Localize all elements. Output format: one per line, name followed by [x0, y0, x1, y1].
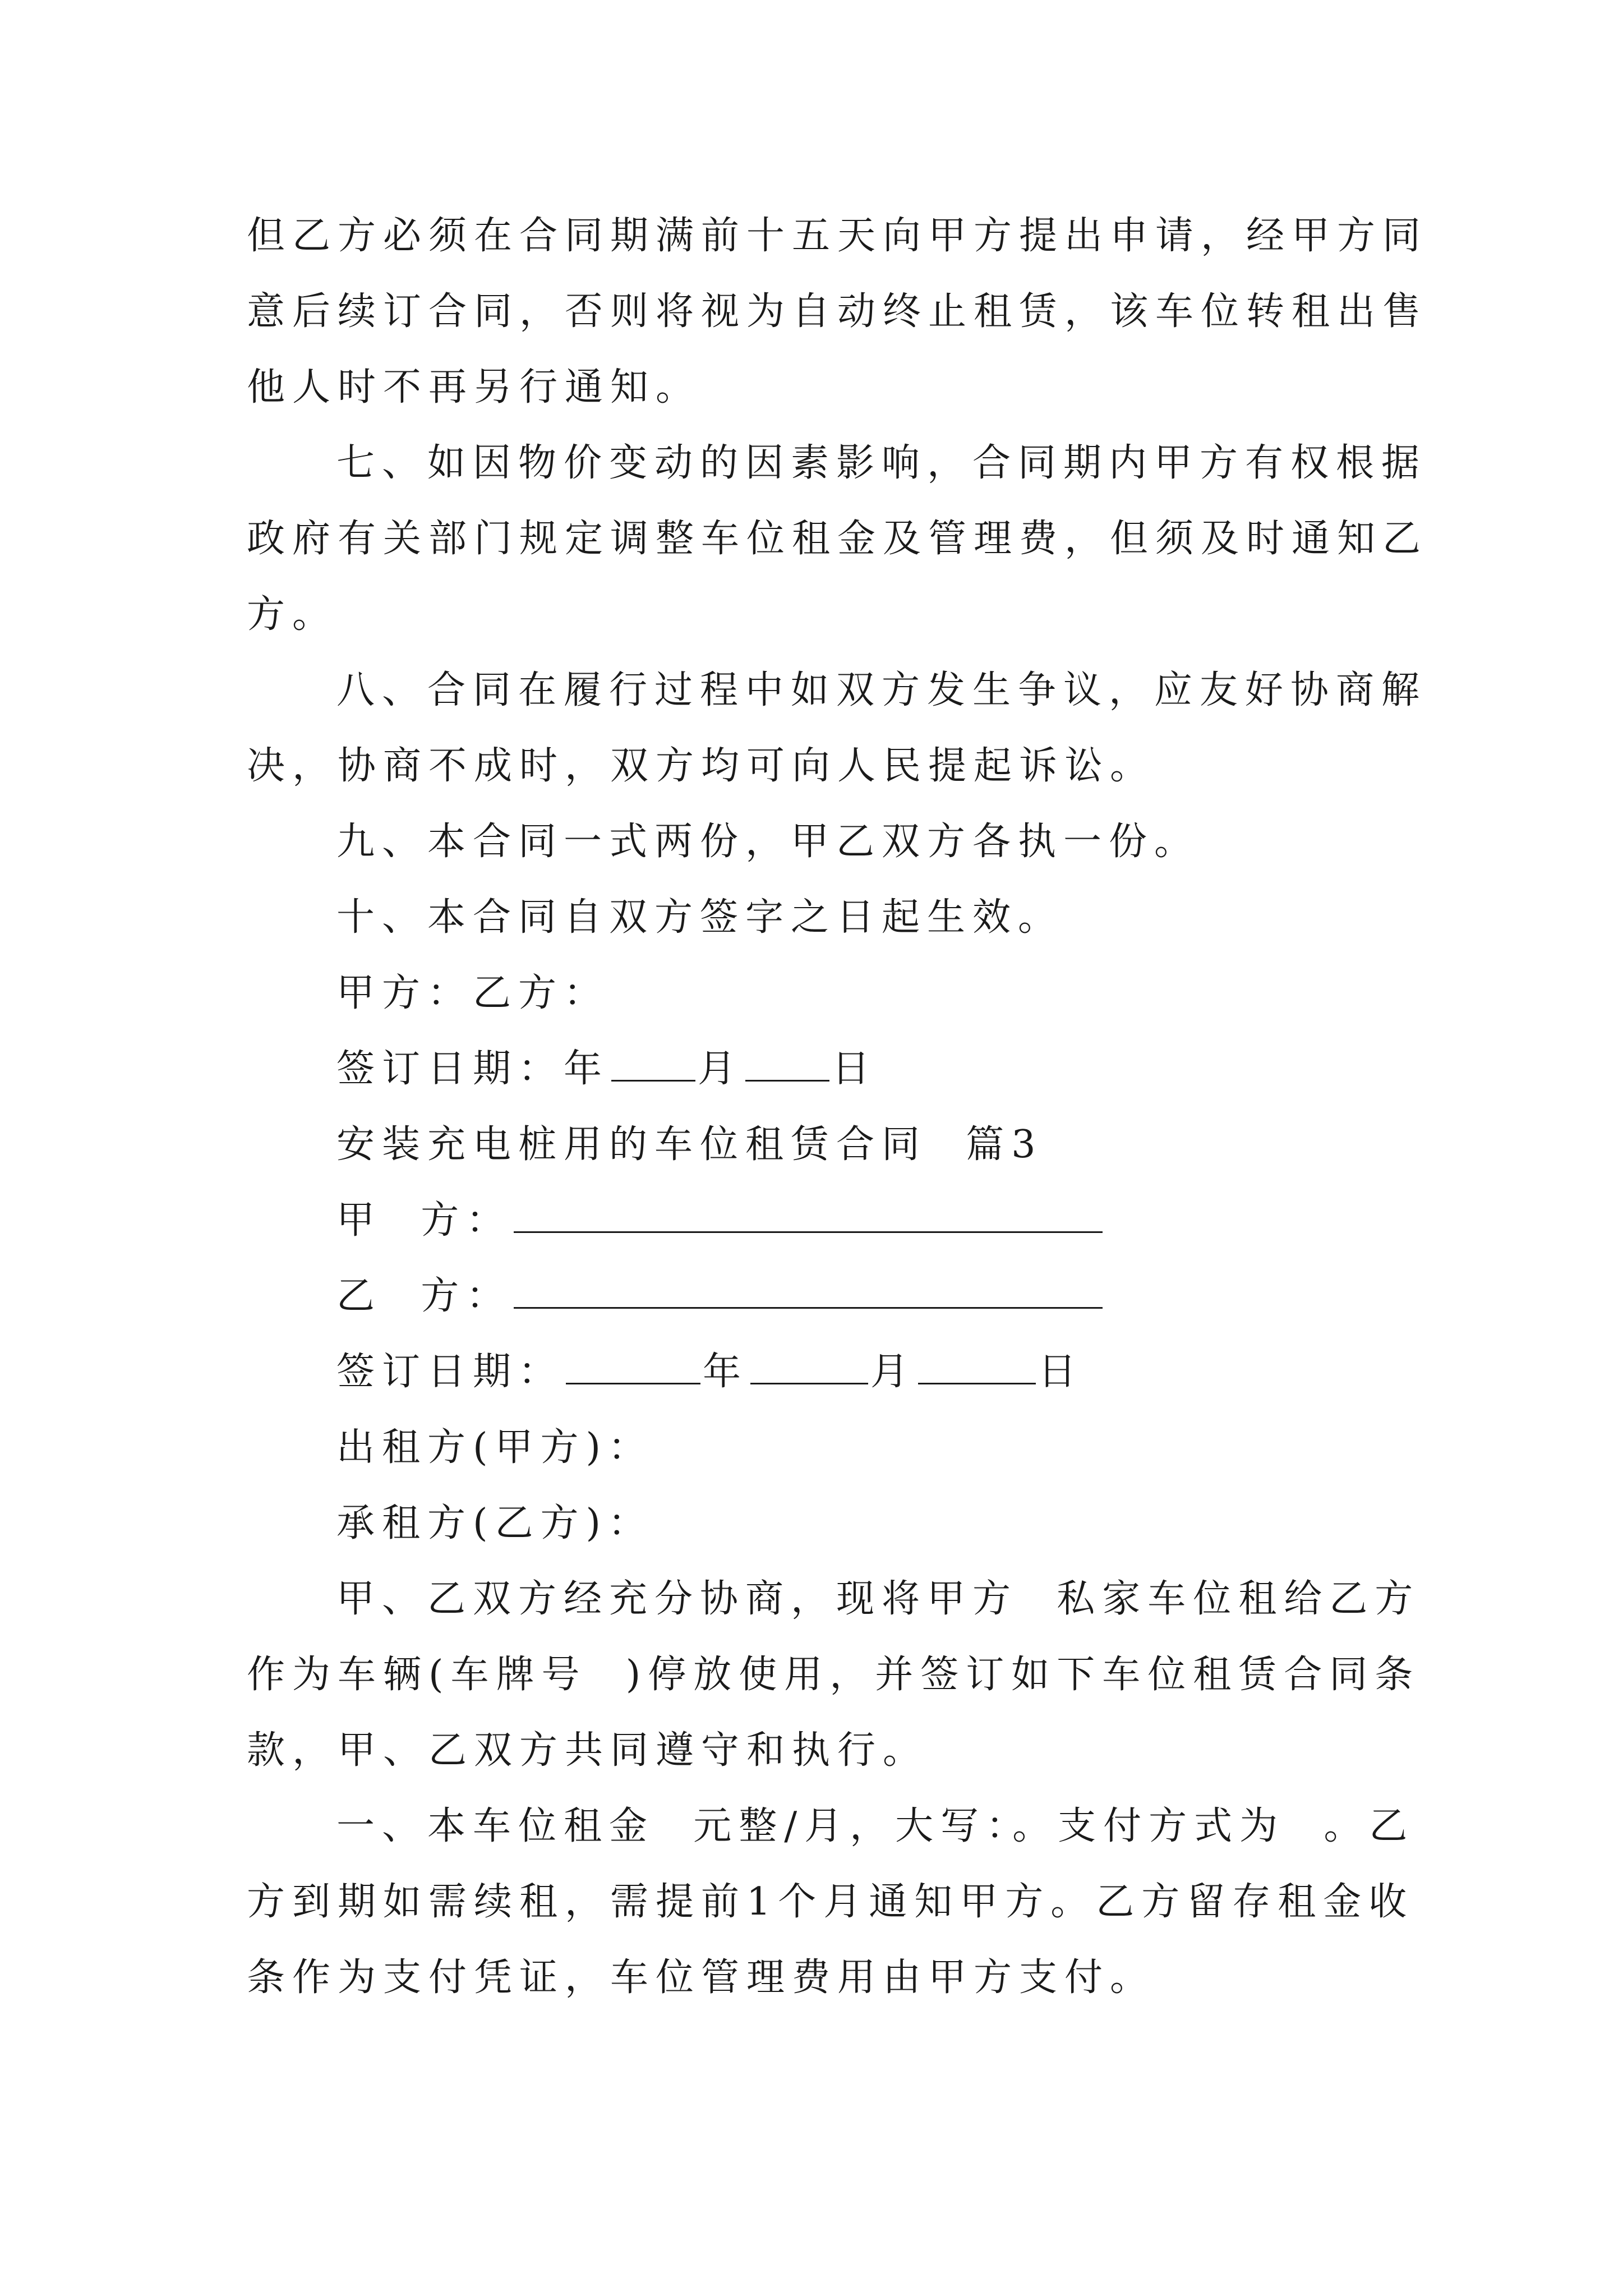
sign-date-line — [336, 1043, 877, 1095]
party-a-label: 甲 方： — [336, 1198, 512, 1243]
section-heading: 安装充电桩用的车位租赁合同 篇3 — [336, 1122, 1043, 1167]
paragraph-line: 他人时不再另行通知。 — [247, 365, 702, 409]
day-blank — [745, 1048, 829, 1082]
party-b-label: 乙 方： — [336, 1274, 512, 1318]
clause-1-line: 一、本车位租金 元整/月，大写：。支付方式为 。乙 — [336, 1804, 1415, 1848]
day-label: 日 — [1038, 1350, 1084, 1394]
paragraph-line: 决，协商不成时，双方均可向人民提起诉讼。 — [247, 744, 1156, 788]
sign-date-line-2 — [336, 1346, 1083, 1398]
day-blank — [918, 1351, 1036, 1384]
month-blank — [750, 1351, 868, 1384]
lessor-line: 出租方(甲方)： — [336, 1425, 654, 1470]
day-label: 日 — [832, 1047, 878, 1091]
paragraph-line: 意后续订合同，否则将视为自动终止租赁，该车位转租出售 — [247, 289, 1428, 334]
party-b-line — [336, 1271, 1105, 1322]
paragraph-line: 甲、乙双方经充分协商，现将甲方 私家车位租给乙方 — [336, 1577, 1421, 1621]
sign-date-label: 签订日期：年 — [336, 1047, 610, 1091]
paragraph-line: 条作为支付凭证，车位管理费用由甲方支付。 — [247, 1955, 1156, 2000]
year-blank — [566, 1351, 700, 1384]
paragraph-line: 方。 — [247, 592, 338, 637]
year-label: 年 — [703, 1350, 749, 1394]
paragraph-line: 政府有关部门规定调整车位租金及管理费，但须及时通知乙 — [247, 517, 1428, 561]
party-a-blank — [514, 1200, 1103, 1233]
sign-date-label: 签订日期： — [336, 1350, 564, 1394]
paragraph-line: 作为车辆(车牌号 )停放使用，并签订如下车位租赁合同条 — [247, 1653, 1421, 1697]
month-blank — [611, 1048, 695, 1082]
clause-8-line: 八、合同在履行过程中如双方发生争议，应友好协商解 — [336, 668, 1427, 712]
clause-10-line: 十、本合同自双方签字之日起生效。 — [336, 895, 1064, 940]
signature-parties-line: 甲方：乙方： — [336, 971, 610, 1015]
paragraph-line: 但乙方必须在合同期满前十五天向甲方提出申请，经甲方同 — [247, 214, 1428, 258]
lessee-line: 承租方(乙方)： — [336, 1501, 654, 1545]
month-label: 月 — [870, 1350, 916, 1394]
party-a-line — [336, 1195, 1105, 1246]
paragraph-line: 方到期如需续租，需提前1个月通知甲方。乙方留存租金收 — [247, 1880, 1414, 1924]
clause-7-line: 七、如因物价变动的因素影响，合同期内甲方有权根据 — [336, 441, 1427, 485]
month-label: 月 — [698, 1047, 744, 1091]
paragraph-line: 款，甲、乙双方共同遵守和执行。 — [247, 1728, 929, 1773]
clause-9-line: 九、本合同一式两份，甲乙双方各执一份。 — [336, 820, 1200, 864]
party-b-blank — [514, 1276, 1103, 1309]
